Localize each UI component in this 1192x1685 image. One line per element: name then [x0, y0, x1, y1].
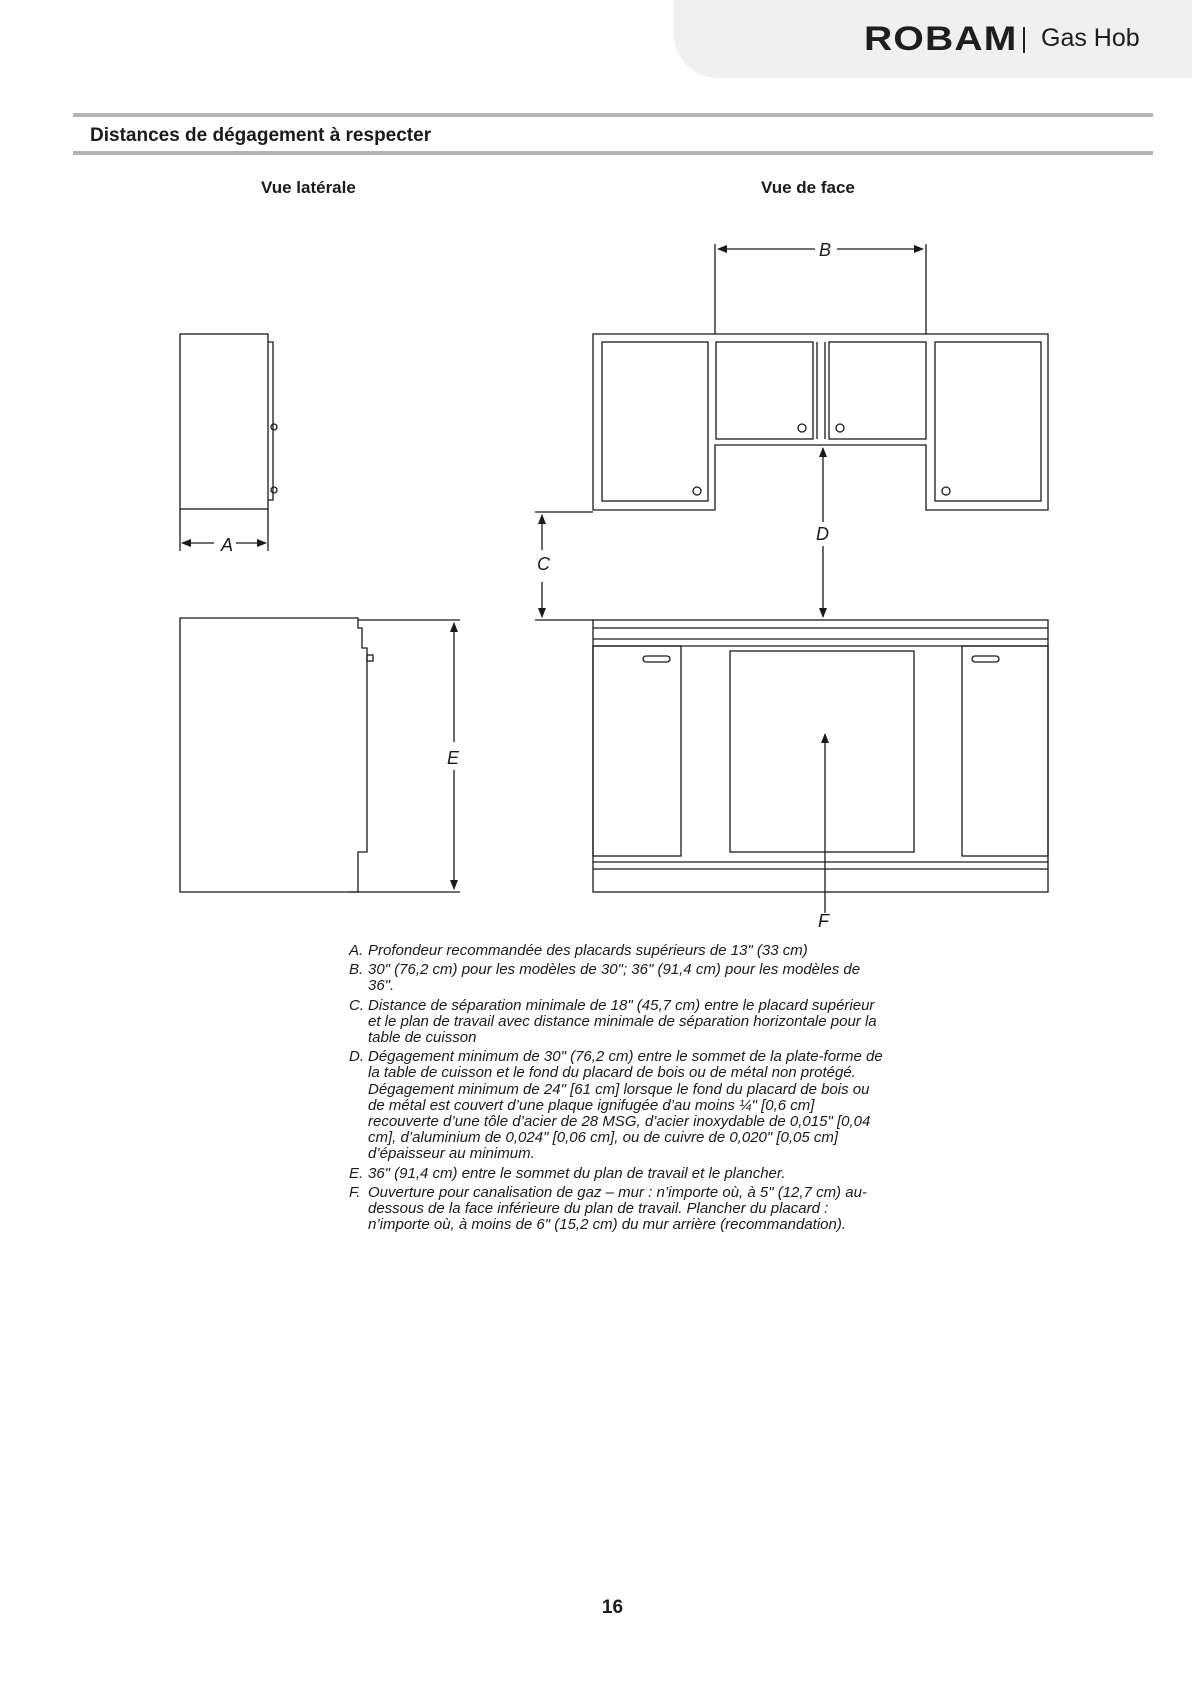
label-d: D	[816, 524, 829, 544]
front-view-title: Vue de face	[761, 178, 855, 197]
legend-item-e: E. 36" (91,4 cm) entre le sommet du plan de travail et le plancher.	[349, 1164, 786, 1182]
legend-item-d: D. Dégagement minimum de 30" (76,2 cm) entre le sommet de la plate-forme de la table de cuisson et le fond du placard de bois ou de métal non protégé. Dégagement minimum de 24" [61 cm] lorsque le fond du placard de bois ou de métal est couvert d’une plaque ignifugée d’au moins ¼" [0,6 cm] recouverte d’une tôle d’acier de 28 MSG, d’acier inoxydable de 0,015" [0,04 cm], d’aluminium de 0,024" [0,06 cm], ou de cuivre de 0,020" [0,05 cm] d’épaisseur au minimum.	[349, 1048, 883, 1163]
legend-item-b: B. 30" (76,2 cm) pour les modèles de 30"; 36" (91,4 cm) pour les modèles de 36".	[349, 961, 861, 995]
brand-logo: ROBAM	[864, 20, 1018, 58]
label-b: B	[819, 240, 832, 260]
section-title: Distances de dégagement à respecter	[90, 125, 432, 146]
side-upper-cabinet	[180, 334, 277, 509]
front-base-cabinet	[593, 620, 1048, 892]
front-upper-cabinets	[593, 334, 1048, 510]
label-f: F	[818, 911, 829, 931]
product-name: Gas Hob	[1041, 24, 1140, 52]
legend-list	[349, 943, 889, 1236]
legend-item-f: F. Ouverture pour canalisation de gaz – mur : n’importe où, à 5" (12,7 cm) au-dessous de la face inférieure du plan de travail. Plancher du placard : n’importe où, à moins de 6" (15,2 cm) du mur arrière (recommandation).	[349, 1183, 867, 1234]
page-number: 16	[601, 1597, 624, 1618]
legend-item-c: C. Distance de séparation minimale de 18" (45,7 cm) entre le placard supérieur et le plan de travail avec distance minimale de séparation horizontale pour la table de cuisson	[349, 996, 877, 1047]
label-e: E	[447, 748, 460, 768]
side-base-cabinet	[180, 618, 373, 892]
label-c: C	[537, 554, 550, 574]
label-a: A	[221, 535, 234, 555]
side-view-title: Vue latérale	[261, 178, 356, 197]
legend-item-a: A. Profondeur recommandée des placards supérieurs de 13" (33 cm)	[349, 942, 808, 959]
